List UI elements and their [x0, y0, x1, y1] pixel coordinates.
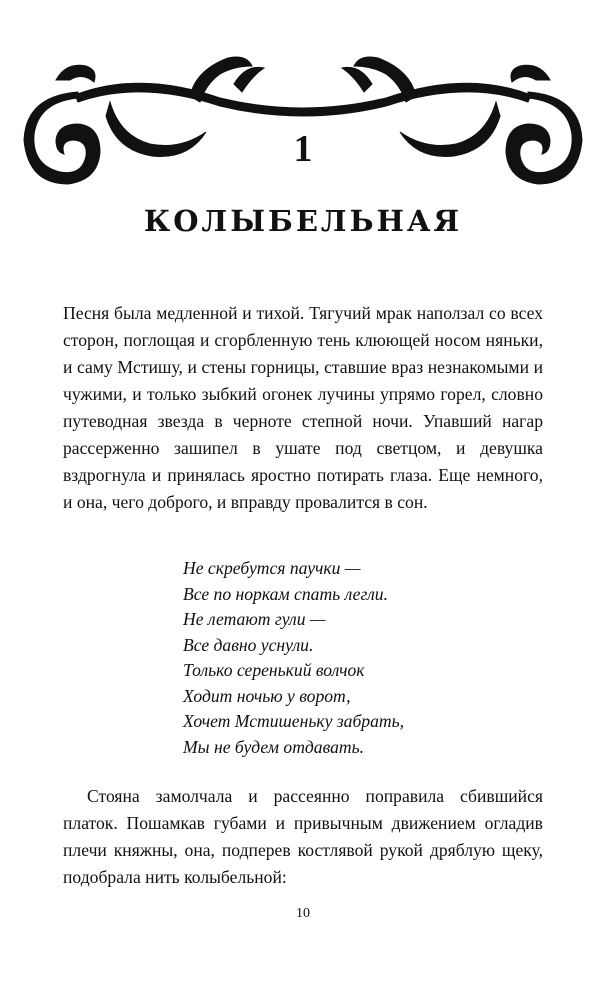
poem-line: Все давно уснули.: [183, 634, 314, 655]
page-number: 10: [296, 906, 310, 921]
poem-line: Только серенький волчок: [183, 660, 365, 680]
poem-line: Не летают гули —: [183, 609, 326, 629]
poem-line: Хочет Мстишеньку забрать,: [183, 711, 405, 731]
paragraph-1: Песня была медленной и тихой. Тягучий мрак наползал со всех сторон, поглощая и сгорбленную тень клюющей носом няньки, и саму Мстишу, и стены горницы, ставшие враз незнакомыми и чужими, и только зыбкий огонек лучины упрямо горел, словно путеводная звезда в черноте степной ночи. Упавший нагар рассерженно зашипел в ушате под светцом, и девушка вздрогнула и принялась яростно потирать глаза. Еще немного, и она, чего доброго, и вправду провалится в сон.: [63, 303, 543, 512]
poem-line: Все по норкам спать легли.: [183, 583, 388, 604]
lullaby-poem: [183, 556, 404, 760]
poem-line: Ходит ночью у ворот,: [183, 685, 351, 706]
poem-line: Мы не будем отдавать.: [183, 736, 365, 757]
chapter-number: 1: [293, 128, 313, 170]
chapter-title: КОЛЫБЕЛЬНАЯ: [143, 204, 463, 238]
poem-line: Не скребутся паучки —: [183, 558, 361, 578]
paragraph-2: Стояна замолчала и рассеянно поправила сбившийся платок. Пошамкав губами и привычным движением огладив плечи княжны, она, подперев костлявой рукой дряблую щеку, подобрала нить колыбельной:: [63, 786, 543, 887]
